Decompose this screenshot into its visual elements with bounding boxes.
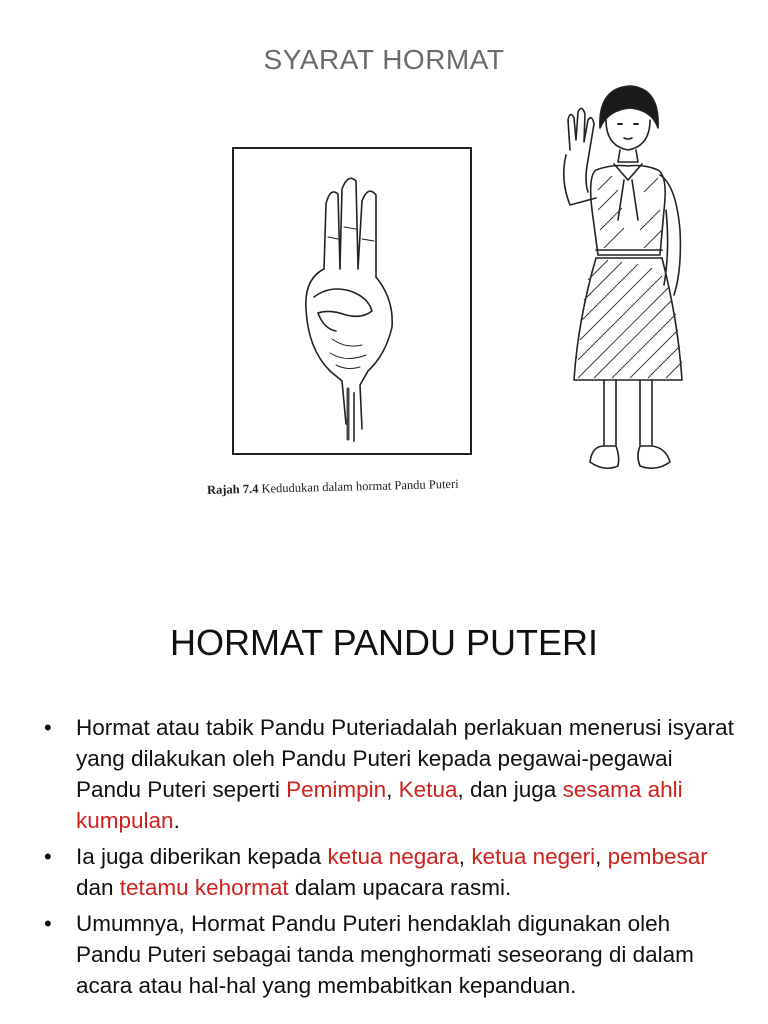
bullet-text: . bbox=[173, 808, 180, 833]
bullet-text: , bbox=[386, 777, 399, 802]
slide-title-hormat: HORMAT PANDU PUTERI bbox=[169, 622, 599, 663]
slide-title-syarat: SYARAT HORMAT bbox=[263, 44, 505, 75]
hand-salute-illustration bbox=[232, 147, 472, 455]
highlight-text: ketua negara bbox=[327, 844, 459, 869]
bullet-text: dalam upacara rasmi. bbox=[288, 875, 512, 900]
highlight-text: sesama ahli kumpulan bbox=[76, 777, 683, 833]
bullet-text: , dan juga bbox=[457, 777, 563, 802]
bullet-text: Ia juga diberikan kepada bbox=[76, 844, 328, 869]
hand-salute-drawing bbox=[234, 149, 470, 453]
bullet-text: , bbox=[595, 844, 608, 869]
bullet-item bbox=[44, 712, 734, 836]
bullet-item bbox=[44, 841, 734, 903]
highlight-text: tetamu kehormat bbox=[119, 875, 289, 900]
bullet-text: , bbox=[458, 844, 472, 869]
caption-text: Kedudukan dalam hormat Pandu Puteri bbox=[258, 476, 459, 496]
bullet-list bbox=[44, 712, 734, 1006]
bullet-item bbox=[44, 908, 734, 1001]
caption-label: Rajah 7.4 bbox=[206, 481, 259, 497]
girl-guide-illustration bbox=[548, 80, 708, 500]
bullet-text: Umumnya, Hormat Pandu Puteri hendaklah digunakan oleh Pandu Puteri sebagai tanda menghormati seseorang di dalam acara atau hal-hal yang membabitkan kepanduan. bbox=[76, 911, 694, 998]
bullet-text: dan bbox=[76, 875, 120, 900]
highlight-text: ketua negeri bbox=[471, 844, 596, 869]
girl-guide-drawing bbox=[548, 80, 708, 500]
figure-caption bbox=[207, 477, 459, 498]
bullet-text: Hormat atau tabik Pandu Puteriadalah perlakuan menerusi isyarat yang dilakukan oleh Pandu Puteri kepada pegawai-pegawai Pandu Puteri seperti bbox=[76, 715, 734, 802]
highlight-text: pembesar bbox=[607, 844, 708, 869]
highlight-text: Ketua bbox=[398, 777, 458, 802]
highlight-text: Pemimpin bbox=[286, 777, 387, 802]
